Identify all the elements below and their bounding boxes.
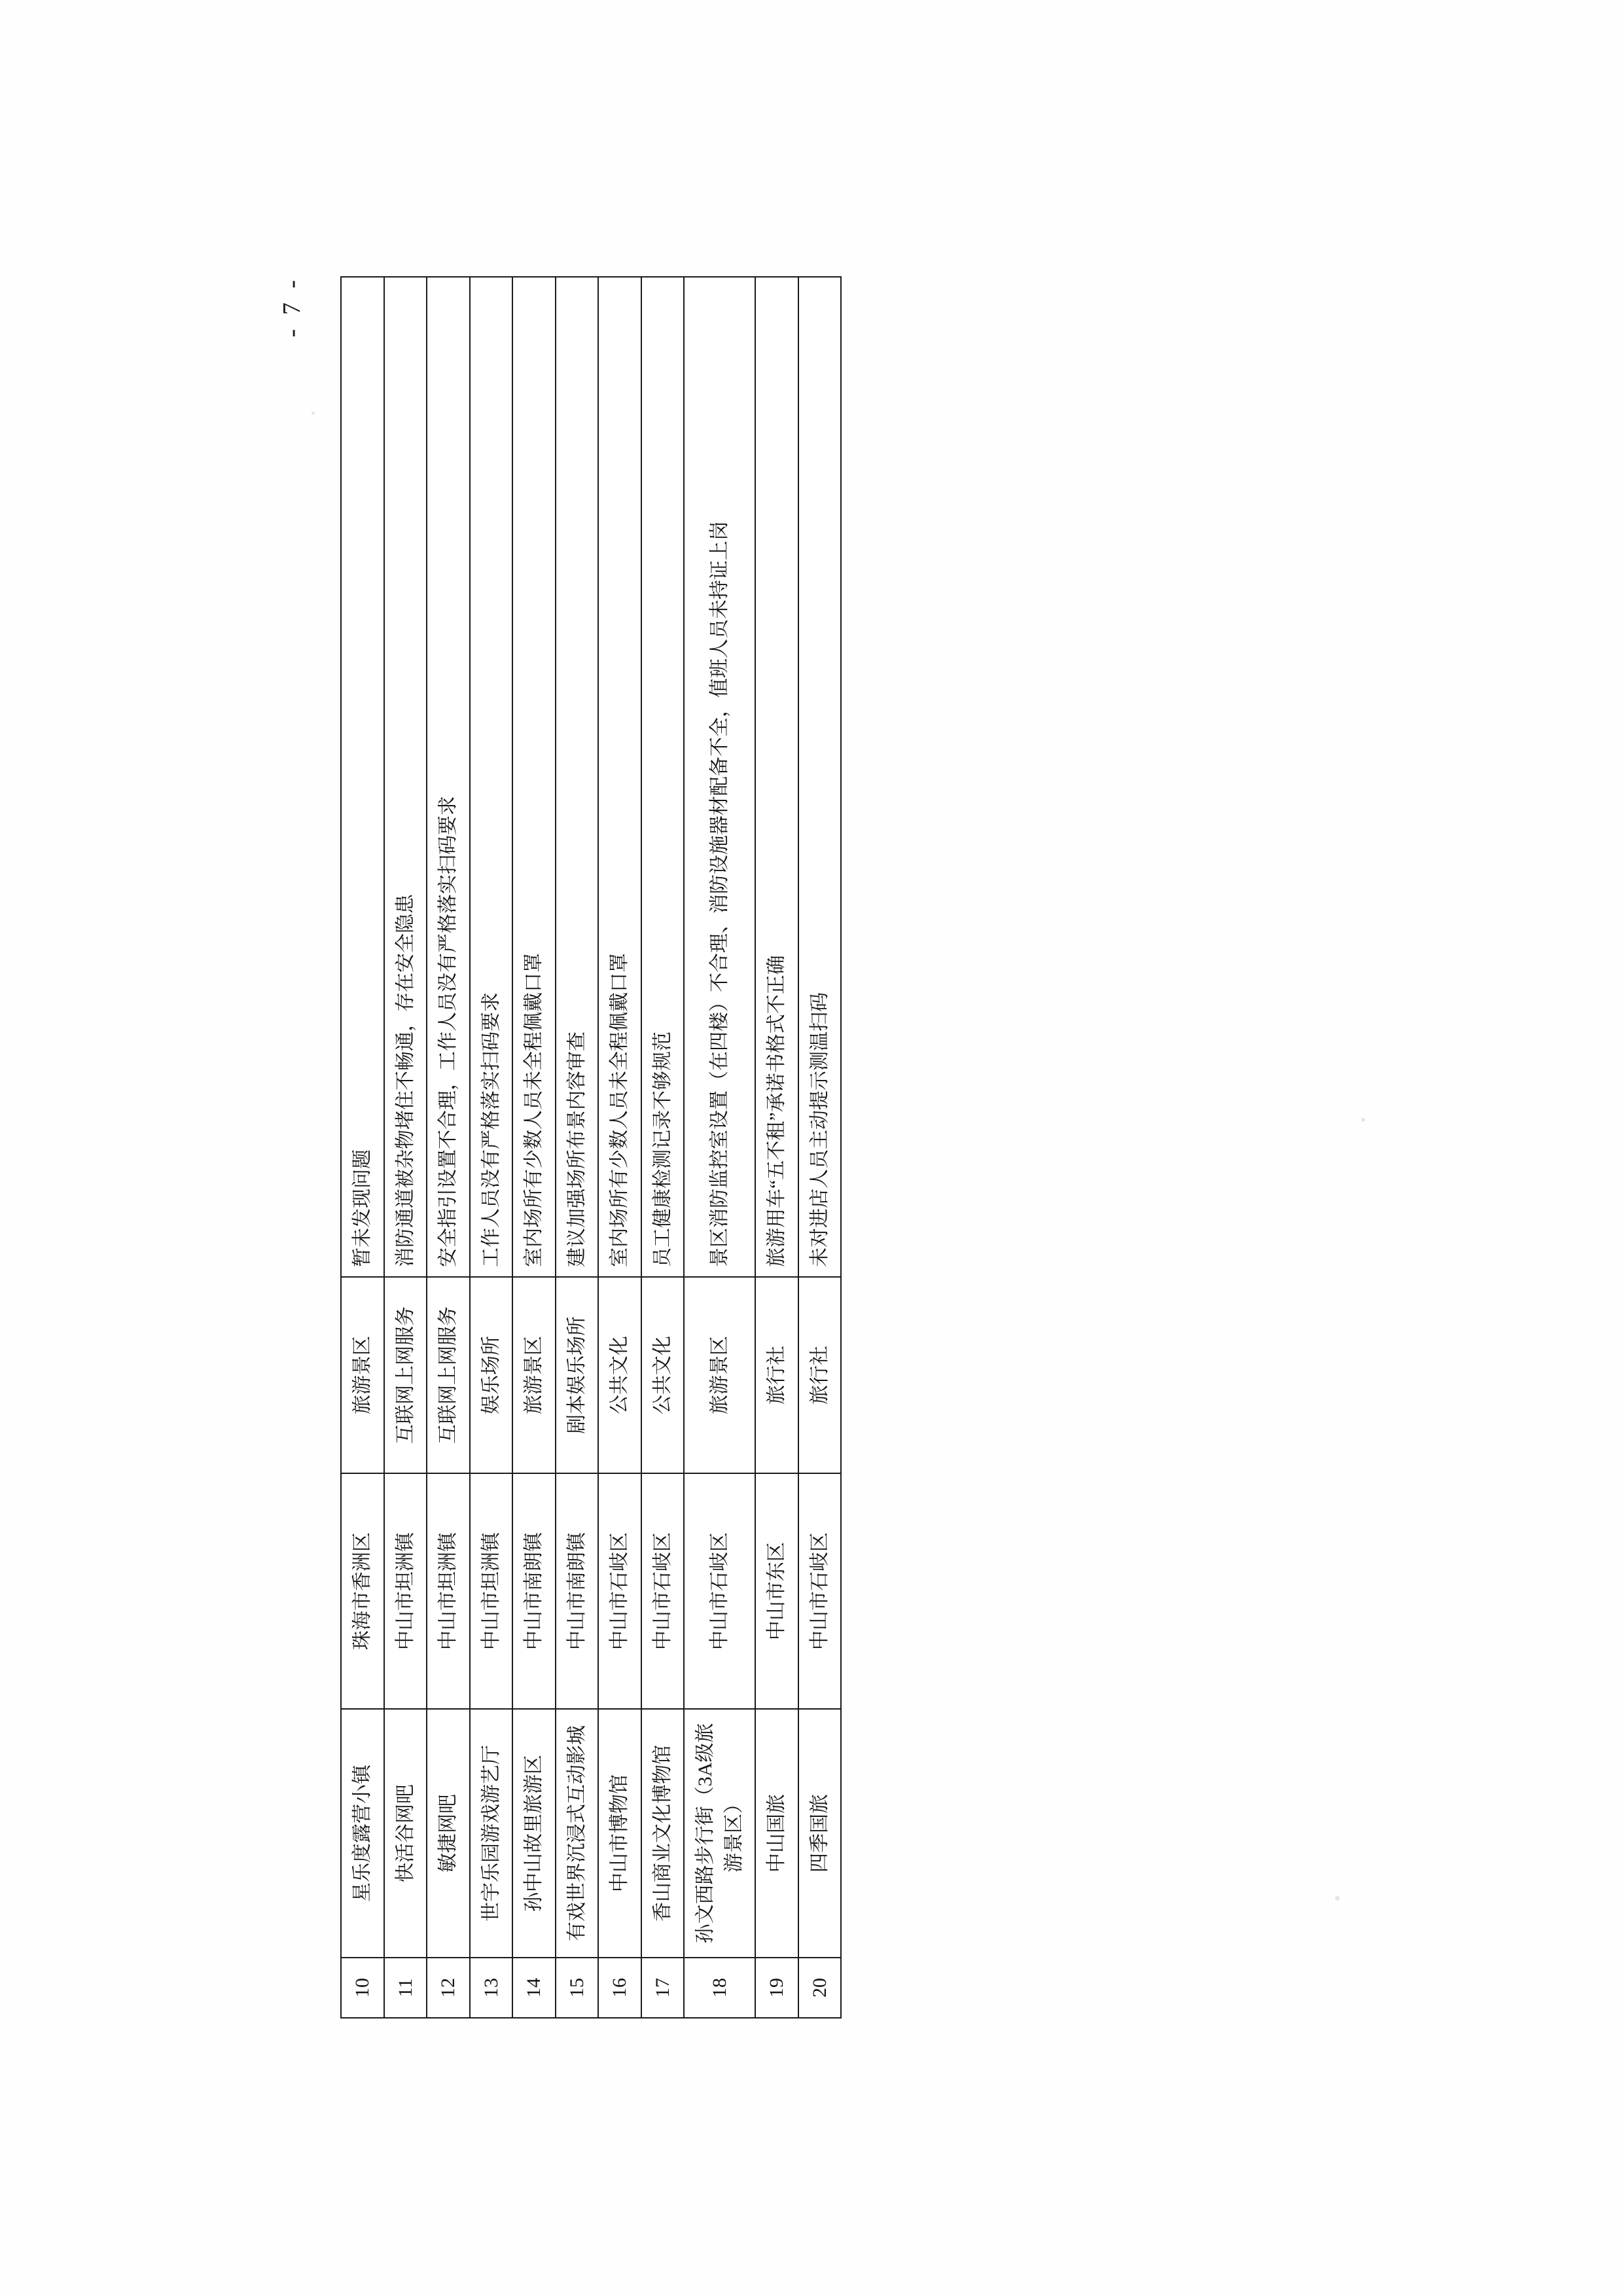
- table-row: [556, 277, 599, 2018]
- scan-speck: [1335, 1896, 1340, 1901]
- cell-type: 公共文化: [641, 1277, 685, 1473]
- cell-area: 中山市坦洲镇: [427, 1473, 470, 1709]
- cell-name: 孙中山故里旅游区: [512, 1709, 556, 1958]
- cell-area: 中山市石岐区: [598, 1473, 641, 1709]
- table-row: [755, 277, 798, 2018]
- cell-type: 旅行社: [755, 1277, 798, 1473]
- cell-no: 19: [755, 1958, 798, 2018]
- cell-name: 中山国旅: [755, 1709, 798, 1958]
- cell-name: 星乐度露营小镇: [341, 1709, 384, 1958]
- table-row: [384, 277, 427, 2018]
- cell-area: 中山市东区: [755, 1473, 798, 1709]
- cell-area: 中山市坦洲镇: [470, 1473, 513, 1709]
- scan-speck: [1361, 1118, 1365, 1122]
- cell-prob: 室内场所有少数人员未全程佩戴口罩: [598, 277, 641, 1277]
- cell-type: 公共文化: [598, 1277, 641, 1473]
- page-number: - 7 -: [278, 276, 306, 338]
- cell-prob: 工作人员没有严格落实扫码要求: [470, 277, 513, 1277]
- cell-prob: 建议加强场所布景内容审查: [556, 277, 599, 1277]
- table-row: [427, 277, 470, 2018]
- cell-prob: 室内场所有少数人员未全程佩戴口罩: [512, 277, 556, 1277]
- cell-no: 20: [798, 1958, 842, 2018]
- table-body: [341, 277, 841, 2018]
- cell-type: 互联网上网服务: [427, 1277, 470, 1473]
- cell-area: 中山市南朗镇: [556, 1473, 599, 1709]
- cell-area: 中山市坦洲镇: [384, 1473, 427, 1709]
- cell-area: 珠海市香洲区: [341, 1473, 384, 1709]
- table-row: [598, 277, 641, 2018]
- cell-type: 旅行社: [798, 1277, 842, 1473]
- table-row: [798, 277, 842, 2018]
- cell-name: 中山市博物馆: [598, 1709, 641, 1958]
- cell-prob: 安全指引设置不合理，工作人员没有严格落实扫码要求: [427, 277, 470, 1277]
- cell-no: 17: [641, 1958, 685, 2018]
- cell-name: 孙文西路步行街（3A级旅游景区）: [684, 1709, 755, 1958]
- cell-name: 世宇乐园游戏游艺厅: [470, 1709, 513, 1958]
- cell-no: 15: [556, 1958, 599, 2018]
- cell-prob: 暂未发现问题: [341, 277, 384, 1277]
- cell-no: 11: [384, 1958, 427, 2018]
- cell-area: 中山市石岐区: [641, 1473, 685, 1709]
- cell-type: 旅游景区: [341, 1277, 384, 1473]
- cell-type: 旅游景区: [512, 1277, 556, 1473]
- cell-no: 16: [598, 1958, 641, 2018]
- cell-name: 快活谷网吧: [384, 1709, 427, 1958]
- cell-no: 18: [684, 1958, 755, 2018]
- table-row: [470, 277, 513, 2018]
- table-row: [641, 277, 685, 2018]
- table-row: [512, 277, 556, 2018]
- cell-type: 旅游景区: [684, 1277, 755, 1473]
- cell-type: 娱乐场所: [470, 1277, 513, 1473]
- cell-type: 剧本娱乐场所: [556, 1277, 599, 1473]
- cell-no: 13: [470, 1958, 513, 2018]
- rotated-sheet-container: [249, 199, 1374, 2097]
- cell-no: 12: [427, 1958, 470, 2018]
- cell-area: 中山市石岐区: [798, 1473, 842, 1709]
- cell-prob: 景区消防监控室设置（在四楼）不合理、消防设施器材配备不全，值班人员未持证上岗: [684, 277, 755, 1277]
- table-row: [341, 277, 384, 2018]
- document-sheet: [249, 199, 1374, 2097]
- scan-speck: [312, 412, 315, 415]
- cell-name: 四季国旅: [798, 1709, 842, 1958]
- cell-prob: 员工健康检测记录不够规范: [641, 277, 685, 1277]
- table-row: [684, 277, 755, 2018]
- cell-prob: 未对进店人员主动提示测温扫码: [798, 277, 842, 1277]
- cell-no: 14: [512, 1958, 556, 2018]
- cell-name: 有戏世界沉浸式互动影城: [556, 1709, 599, 1958]
- cell-type: 互联网上网服务: [384, 1277, 427, 1473]
- cell-prob: 消防通道被杂物堵住不畅通，存在安全隐患: [384, 277, 427, 1277]
- inspection-table: [340, 276, 842, 2018]
- cell-name: 香山商业文化博物馆: [641, 1709, 685, 1958]
- cell-no: 10: [341, 1958, 384, 2018]
- cell-prob: 旅游用车“五不租”承诺书格式不正确: [755, 277, 798, 1277]
- cell-name: 敏捷网吧: [427, 1709, 470, 1958]
- cell-area: 中山市南朗镇: [512, 1473, 556, 1709]
- cell-area: 中山市石岐区: [684, 1473, 755, 1709]
